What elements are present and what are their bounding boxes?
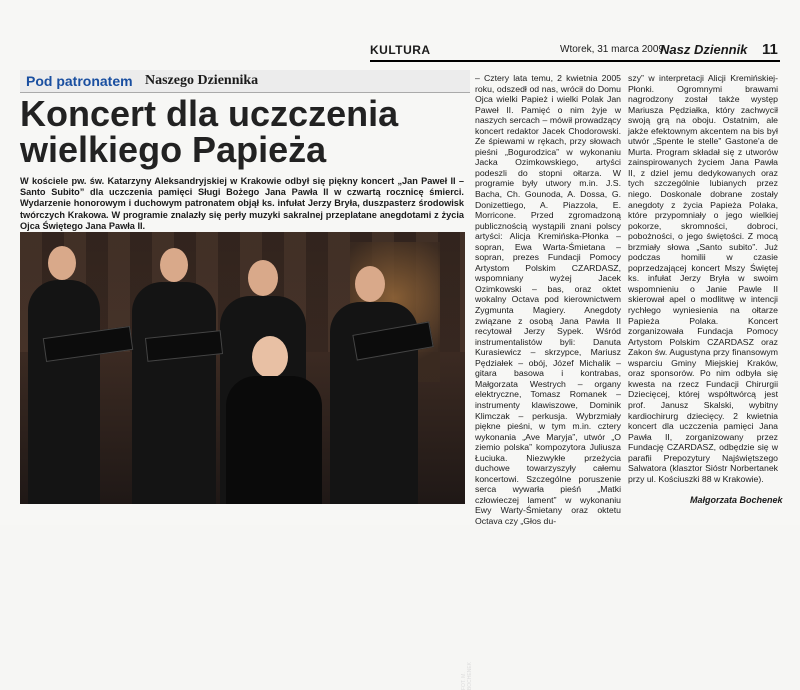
kicker-part1: Pod patronatem: [26, 73, 133, 89]
singer-body: [132, 282, 216, 504]
page-header: [370, 40, 780, 60]
photo-credit: FOT. M. BOCHENEK: [461, 662, 473, 690]
soprano-head: [252, 336, 288, 378]
soprano-body: [226, 376, 322, 504]
singer-head: [160, 248, 188, 282]
page-number: 11: [762, 41, 778, 58]
header-rule: [370, 60, 780, 62]
date-line: Wtorek, 31 marca 2009: [560, 44, 664, 55]
singer-body: [28, 280, 100, 504]
section-label: KULTURA: [370, 43, 431, 57]
singer-head: [248, 260, 278, 296]
singer-head: [48, 246, 76, 280]
article-lead: W kościele pw. św. Katarzyny Aleksandryjskiej w Krakowie odbył się piękny koncert „Jan Paweł II – Santo Subito” dla uczczenia pamięci Sługi Bożego Jana Pawła II w czwartą rocznicę śmierci. Wydarzenie honorowym i duchowym patronatem objął ks. infułat Jerzy Bryła, duszpasterz środowisk twórczych Krakowa. W programie znalazły się perły muzyki sakralnej przeplatane anegdotami z życia Ojca Świętego Jana Pawła II.: [20, 176, 464, 231]
article-column-2: szy” w interpretacji Alicji Kremińskiej-Płonki. Ogromnymi brawami nagrodzony został także występ Mariusza Pędziałka, który zachwycił swoją grą na oboju. Ostatnim, ale jakże efektownym akcentem na bis był utwór „Spente le stelle” Gastone'a de Murta. Program składał się z utworów zainspirowanych życiem Jana Pawła II, z dziel jemu dedykowanych oraz tych szczególnie lubianych przez niego. Doskonale dobrane zostały anegdoty z życia Papieża Polaka, które przypomniały o jego wielkiej pokorze, skromności, dobroci, pobożności, o jego świętości. Z mocą brzmiały słowa „Santo subito”. Już podczas homilii w czasie poprzedzającej koncert Mszy Świętej ks. infułat Jerzy Bryła w swoim wspomnieniu o Janie Pawle II skierował apel o modlitwę w intencji rychłego wyniesienia na ołtarze Papieża Polaka. Koncert zorganizowała Fundacja Pomocy Artystom Polskim CZARDASZ oraz Zakon św. Augustyna przy finansowym wsparciu Gminy Miejskiej Kraków, oraz sponsorów. Po nim odbyła się kwesta na rzecz Fundacji Chirurgii Dziecięcej, której współtwórcą jest prof. Janusz Skalski, wybitny kardiochirurg dziecięcy. 2 kwietnia koncert dla uczczenia pamięci Jana Pawła II, zorganizowany przez Fundację CZARDASZ, odbędzie się w parafii Prepozytury Najświętszego Salwatora (klasztor Sióstr Norbertanek przy ul. Kościuszki 88 w Krakowie).: [628, 73, 778, 484]
singer-head: [355, 266, 385, 302]
concert-photo: [20, 232, 473, 690]
article-column-1: – Cztery lata temu, 2 kwietnia 2005 roku, odszedł od nas, wrócił do Domu Ojca wielki Papież i wielki Polak Jan Paweł II. Pamięć o nim żyje w naszych sercach – mówił prowadzący koncert redaktor Jacek Chodorowski. Ze śpiewami w rękach, przy słowach pieśni „Bogurodzica” w wykonaniu Jacka Ozimkowskiego, artyści podeszli do stopni ołtarza. W programie były utwory m.in. J.S. Bacha, Ch. Gounoda, A. Dossa, G. Donizettiego, A. Piazzola, E. Morricone. Przed zgromadzoną publicznością wystąpili znani polscy artyści: Alicja Kremińska-Płonka – sopran, Ewa Warta-Śmietana – sopran, prezes Fundacji Pomocy Artystom Polskim CZARDASZ, wspomniany wyżej Jacek Ozimkowski – bas, oraz oktet wokalny Octava pod kierownictwem Zygmunta Magiery. Anegdoty związane z osobą Jana Pawła II recytował Jerzy Sypek. Wśród instrumentalistów byli: Danuta Kurasiewicz – skrzypce, Mariusz Pędziałek – obój, Józef Michalik – gitara basowa i kontrabas, Małgorzata Westrych – organy elektryczne, Tomasz Romanek – instrumenty klawiszowe, Dominik Klimczak – perkusja. Wybrzmiały piękne pieśni, w tym m.in. cztery wykonania „Ave Maryja”, utwór „O ziemio polska” kompozytora Juliusza Łuciuka. Niezwykłe przeżycia duchowe towarzyszyły całemu koncertowi. Szczególne poruszenie serca wywarła pieśń „Matki człowieczej lament” w wykonaniu Ewy Warty-Śmietany oraz oktetu Octava czy „Głos du-: [475, 73, 621, 526]
article-title: Koncert dla uczczenia wielkiego Papieża: [20, 93, 399, 170]
kicker-part2: Naszego Dziennika: [145, 73, 259, 88]
author-signature: Małgorzata Bochenek: [690, 495, 783, 505]
newspaper-name: Nasz Dziennik: [660, 42, 748, 57]
patronage-kicker: [20, 70, 470, 93]
